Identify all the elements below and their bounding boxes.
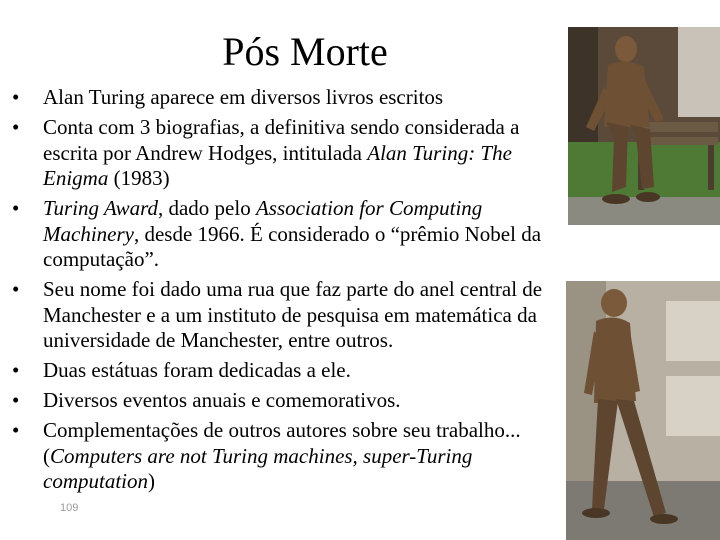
bullet-item-turing-award: • Turing Award, dado pelo Association for Computing Machinery, desde 1966. É considerado o “prêmio Nobel da computação”. — [12, 196, 542, 271]
topic-title: Computers are not Turing machines, super-Turing computation — [43, 443, 473, 493]
bullet-icon: • — [12, 418, 20, 442]
bullet-icon: • — [12, 85, 20, 109]
book-title: Alan Turing: The Enigma — [43, 140, 512, 190]
bullet-icon: • — [12, 277, 20, 301]
award-name: Turing Award — [43, 196, 158, 220]
bullet-icon: • — [12, 358, 20, 382]
seated-statue-photo — [568, 27, 720, 225]
bullet-item-complements: • Complementações de outros autores sobre seu trabalho... (Computers are not Turing machines, super-Turing computation) — [12, 418, 521, 493]
bullet-item-biographies: • Conta com 3 biografias, a definitiva sendo considerada a escrita por Andrew Hodges, intitulada Alan Turing: The Enigma (1983) — [12, 115, 520, 190]
walking-statue-image — [566, 281, 720, 540]
bullet-icon: • — [12, 196, 20, 220]
organization-name: Association for Computing Machinery — [43, 196, 483, 246]
page-number: 109 — [60, 502, 79, 514]
slide-title: Pós Morte — [222, 29, 388, 74]
walking-statue-photo — [566, 281, 720, 540]
bullet-list — [12, 85, 552, 499]
bullet-item-manchester: • Seu nome foi dado uma rua que faz parte do anel central de Manchester e a um instituto de pesquisa em matemática da universidade de Manchester, entre outros. — [12, 277, 543, 352]
bullet-item-books: • Alan Turing aparece em diversos livros escritos — [12, 85, 444, 109]
bullet-item-statues: • Duas estátuas foram dedicadas a ele. — [12, 358, 351, 382]
bullet-icon: • — [12, 115, 20, 139]
bullet-icon: • — [12, 388, 20, 412]
bullet-item-events: • Diversos eventos anuais e comemorativos. — [12, 388, 401, 412]
seated-statue-image — [568, 27, 720, 225]
